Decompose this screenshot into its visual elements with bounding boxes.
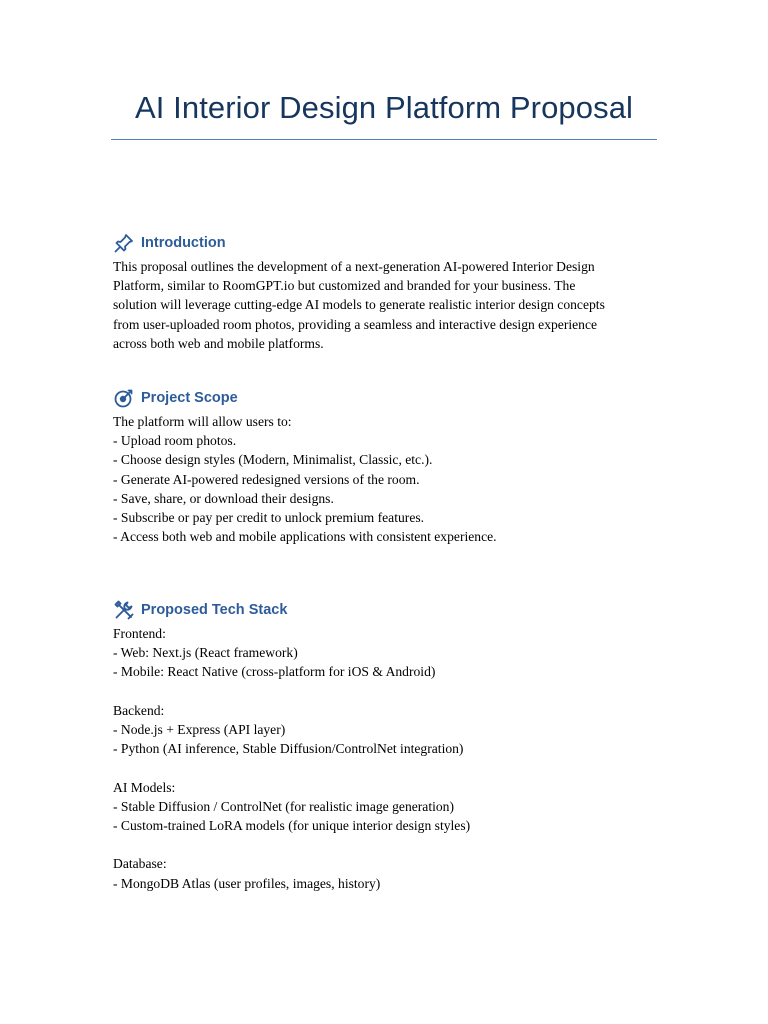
tech-item: - Web: Next.js (React framework) <box>113 645 298 661</box>
introduction-line: from user-uploaded room photos, providing a seamless and interactive design experience <box>113 316 598 332</box>
project-scope-heading <box>113 386 673 410</box>
title-divider <box>111 139 657 140</box>
tech-item: - Custom-trained LoRA models (for unique interior design styles) <box>113 818 471 833</box>
introduction-line: Platform, similar to RoomGPT.io but customized and branded for your business. The <box>113 278 576 294</box>
tech-item: - MongoDB Atlas (user profiles, images, history) <box>113 875 381 891</box>
tech-group-label: Database: <box>113 856 167 872</box>
introduction-section <box>113 231 673 353</box>
tech-group-label: Frontend: <box>113 626 166 641</box>
tech-item: - Node.js + Express (API layer) <box>113 722 286 737</box>
tech-group-database <box>113 854 673 892</box>
introduction-line: solution will leverage cutting-edge AI models to generate realistic interior design concepts <box>113 297 605 313</box>
tools-icon <box>113 599 135 621</box>
target-icon <box>113 387 135 409</box>
tech-item: - Stable Diffusion / ControlNet (for realistic image generation) <box>113 798 455 814</box>
tech-group-label: AI Models: <box>113 779 176 795</box>
introduction-line: This proposal outlines the development of a next-generation AI-powered Interior Design <box>113 259 595 274</box>
scope-line: The platform will allow users to: <box>113 414 292 429</box>
tech-group-backend <box>113 701 673 759</box>
scope-line: - Choose design styles (Modern, Minimalist, Classic, etc.). <box>113 452 433 468</box>
introduction-body <box>113 257 673 353</box>
scope-line: - Access both web and mobile applications with consistent experience. <box>113 529 497 545</box>
document-title: AI Interior Design Platform Proposal <box>134 90 634 125</box>
scope-line: - Save, share, or download their designs. <box>113 490 334 506</box>
tech-stack-heading <box>113 598 673 622</box>
tech-stack-section <box>113 598 673 893</box>
tech-stack-body <box>113 624 673 893</box>
scope-line: - Upload room photos. <box>113 433 237 449</box>
introduction-heading <box>113 231 673 255</box>
scope-line: - Subscribe or pay per credit to unlock premium features. <box>113 510 425 526</box>
tech-item: - Python (AI inference, Stable Diffusion/ControlNet integration) <box>113 741 464 757</box>
tech-group-ai-models <box>113 778 673 836</box>
tech-item: - Mobile: React Native (cross-platform for iOS & Android) <box>113 664 436 680</box>
tech-group-frontend <box>113 624 673 682</box>
project-scope-heading-text: Project Scope <box>141 390 238 406</box>
pushpin-icon <box>113 232 135 254</box>
tech-stack-heading-text: Proposed Tech Stack <box>141 602 288 618</box>
project-scope-section <box>113 386 673 546</box>
project-scope-body <box>113 412 673 546</box>
introduction-heading-text: Introduction <box>141 235 226 251</box>
introduction-line: across both web and mobile platforms. <box>113 335 324 351</box>
tech-group-label: Backend: <box>113 702 165 718</box>
scope-line: - Generate AI-powered redesigned versions of the room. <box>113 471 420 487</box>
